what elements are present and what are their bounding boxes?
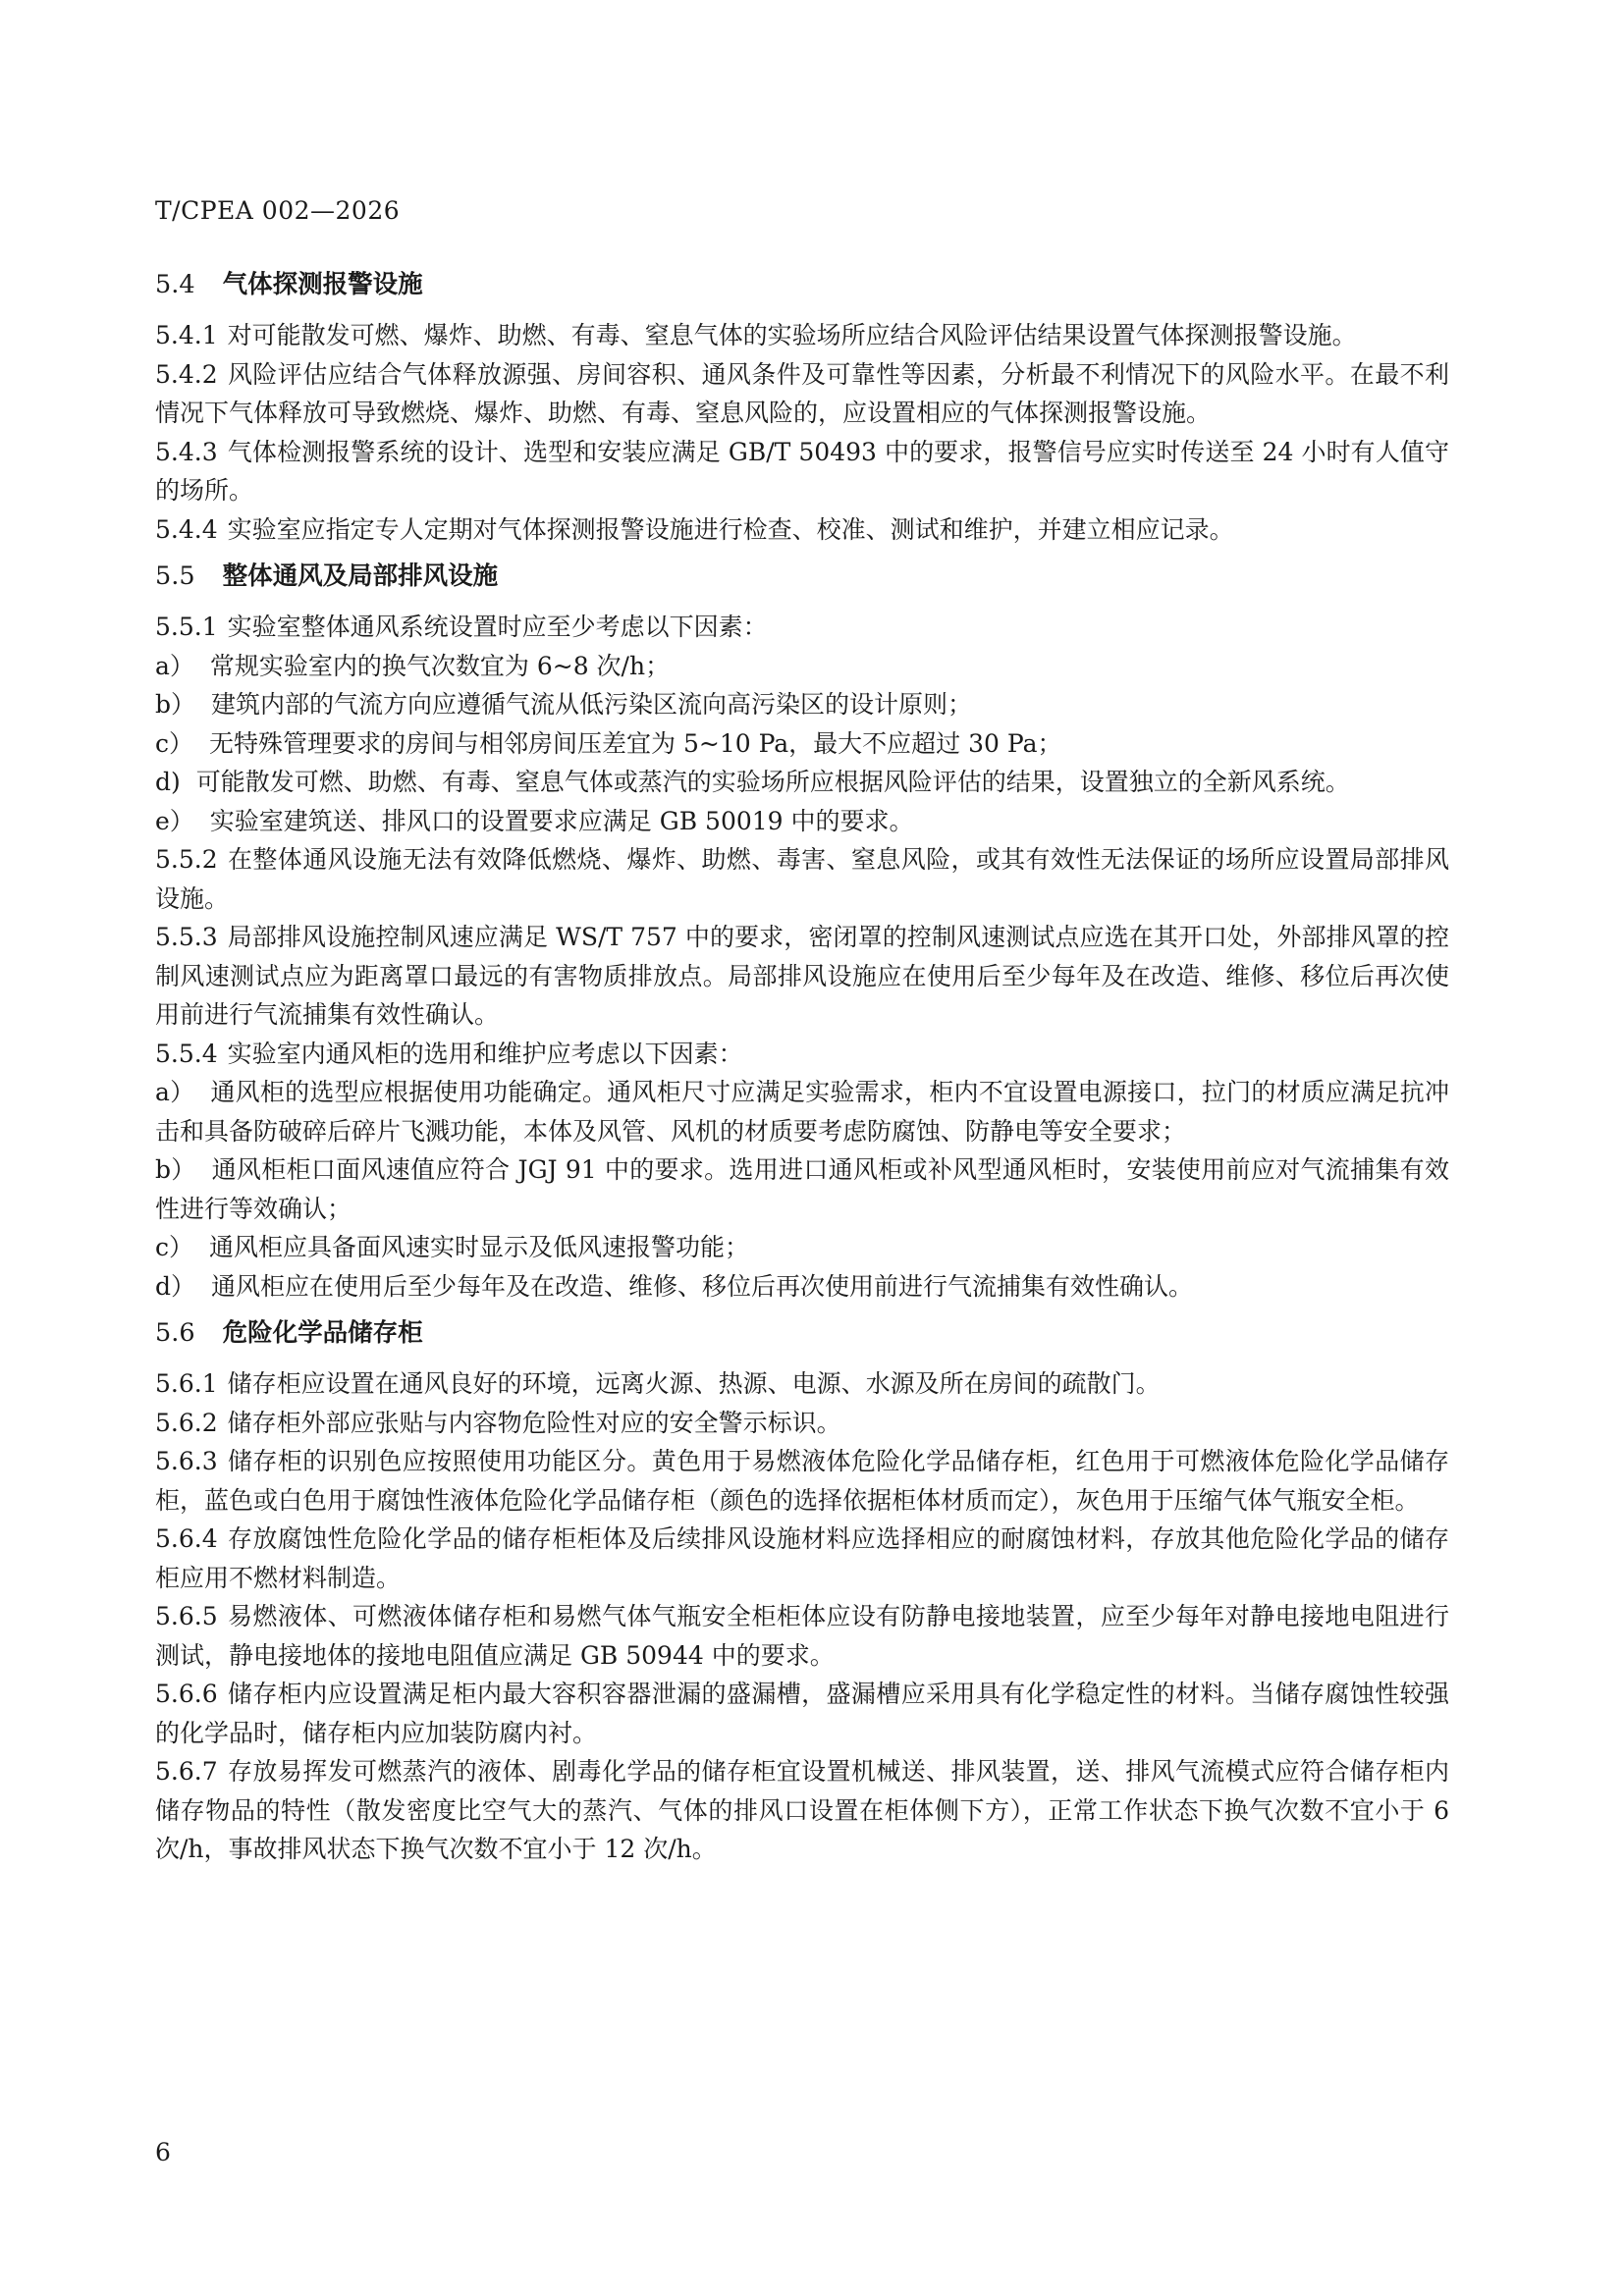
list-item [155,1267,1449,1307]
list-item-text: 通风柜应具备面风速实时显示及低风速报警功能； [209,1233,750,1261]
clause-number: 5.6.5 [155,1602,218,1630]
clause-number: 5.4.4 [155,514,218,544]
clause-number: 5.6.7 [155,1757,218,1786]
clause-number: 5.5.4 [155,1039,218,1068]
clause-text: 实验室内通风柜的选用和维护应考虑以下因素： [227,1039,743,1068]
list-item-text: 建筑内部的气流方向应遵循气流从低污染区流向高污染区的设计原则； [211,690,973,719]
list-item-text: 通风柜应在使用后至少每年及在改造、维修、移位后再次使用前进行气流捕集有效性确认。 [211,1271,1194,1301]
clause-number: 5.5.2 [155,845,218,874]
document-code: T/CPEA 002—2026 [155,196,401,225]
list-item-text: 无特殊管理要求的房间与相邻房间压差宜为 5~10 Pa，最大不应超过 30 Pa； [209,728,1062,758]
clause-number: 5.4.1 [155,321,218,349]
clause-number: 5.6.2 [155,1408,218,1437]
list-marker: b） [155,1155,196,1184]
list-item [155,802,1449,841]
list-item-text: 通风柜柜口面风速值应符合 JGJ 91 中的要求。选用进口通风柜或补风型通风柜时，安装使用前应对气流捕集有效性进行等效确认； [155,1155,1449,1223]
clause-number: 5.6.3 [155,1447,218,1475]
section-title: 危险化学品储存柜 [222,1318,423,1348]
clause-number: 5.4.3 [155,437,218,466]
clause-paragraph [155,355,1449,433]
clause-text: 存放易挥发可燃蒸汽的液体、剧毒化学品的储存柜宜设置机械送、排风装置，送、排风气流模式应符合储存柜内储存物品的特性（散发密度比空气大的蒸汽、气体的排风口设置在柜体侧下方），正常工作状态下换气次数不宜小于 6 次/h，事故排风状态下换气次数不宜小于 12 次/h。 [155,1757,1449,1863]
clause-text: 气体检测报警系统的设计、选型和安装应满足 GB/T 50493 中的要求，报警信号应实时传送至 24 小时有人值守的场所。 [155,437,1449,505]
clause-paragraph [155,1597,1449,1675]
section-heading [155,557,1449,596]
list-item [155,763,1449,802]
list-marker: d) [155,768,181,796]
clause-paragraph [155,608,1449,647]
clause-text: 储存柜应设置在通风良好的环境，远离火源、热源、电源、水源及所在房间的疏散门。 [227,1369,1161,1398]
clause-paragraph [155,1442,1449,1520]
page-number: 6 [155,2138,171,2166]
clause-text: 风险评估应结合气体释放源强、房间容积、通风条件及可靠性等因素，分析最不利情况下的风险水平。在最不利情况下气体释放可导致燃烧、爆炸、助燃、有毒、窒息风险的，应设置相应的气体探测报警设施。 [155,359,1449,427]
clause-paragraph [155,840,1449,918]
list-item-text: 实验室建筑送、排风口的设置要求应满足 GB 50019 中的要求。 [209,806,914,835]
clause-number: 5.5.3 [155,923,218,951]
list-item [155,647,1449,686]
list-marker: b） [155,690,196,719]
clause-paragraph [155,1520,1449,1597]
clause-paragraph [155,1752,1449,1869]
list-item-text: 常规实验室内的换气次数宜为 6~8 次/h； [209,651,671,680]
clause-paragraph [155,1035,1449,1074]
clause-number: 5.6.1 [155,1369,218,1398]
clause-text: 存放腐蚀性危险化学品的储存柜柜体及后续排风设施材料应选择相应的耐腐蚀材料，存放其他危险化学品的储存柜应用不燃材料制造。 [155,1524,1449,1592]
section-title: 整体通风及局部排风设施 [222,561,499,591]
clause-paragraph [155,1675,1449,1752]
clause-text: 储存柜内应设置满足柜内最大容积容器泄漏的盛漏槽，盛漏槽应采用具有化学稳定性的材料。当储存腐蚀性较强的化学品时，储存柜内应加装防腐内衬。 [155,1680,1449,1747]
list-marker: c） [155,728,194,758]
clause-number: 5.4.2 [155,359,218,389]
list-item-text: 通风柜的选型应根据使用功能确定。通风柜尺寸应满足实验需求，柜内不宜设置电源接口，拉门的材质应满足抗冲击和具备防破碎后碎片飞溅功能，本体及风管、风机的材质要考虑防腐蚀、防静电等安全要求； [155,1078,1449,1146]
list-marker: e） [155,806,194,835]
list-marker: d） [155,1271,196,1301]
list-marker: a） [155,651,194,680]
clause-paragraph [155,1364,1449,1404]
clause-paragraph [155,433,1449,510]
clause-text: 实验室整体通风系统设置时应至少考虑以下因素： [227,613,768,641]
section-number: 5.6 [155,1318,195,1348]
clause-text: 在整体通风设施无法有效降低燃烧、爆炸、助燃、毒害、窒息风险，或其有效性无法保证的场所应设置局部排风设施。 [155,845,1449,913]
section-number: 5.5 [155,561,195,591]
clause-paragraph [155,510,1449,550]
list-marker: a） [155,1078,195,1106]
section-heading [155,265,1449,304]
clause-text: 实验室应指定专人定期对气体探测报警设施进行检查、校准、测试和维护，并建立相应记录。 [227,514,1234,544]
clause-text: 易燃液体、可燃液体储存柜和易燃气体气瓶安全柜柜体应设有防静电接地装置，应至少每年对静电接地电阻进行测试，静电接地体的接地电阻值应满足 GB 50944 中的要求。 [155,1602,1449,1670]
clause-number: 5.6.6 [155,1680,218,1708]
clause-number: 5.6.4 [155,1524,218,1553]
clause-paragraph [155,316,1449,355]
list-item [155,1150,1449,1228]
list-item [155,685,1449,724]
clause-text: 局部排风设施控制风速应满足 WS/T 757 中的要求，密闭罩的控制风速测试点应选在其开口处，外部排风罩的控制风速测试点应为距离罩口最远的有害物质排放点。局部排风设施应在使用后至少每年及在改造、维修、移位后再次使用前进行气流捕集有效性确认。 [155,923,1449,1029]
list-item [155,724,1449,764]
list-item-text: 可能散发可燃、助燃、有毒、窒息气体或蒸汽的实验场所应根据风险评估的结果，设置独立的全新风系统。 [195,768,1350,796]
clause-text: 储存柜外部应张贴与内容物危险性对应的安全警示标识。 [227,1408,841,1437]
document-body [155,257,1449,1869]
section-number: 5.4 [155,270,195,299]
clause-number: 5.5.1 [155,613,218,641]
list-marker: c） [155,1233,194,1261]
clause-paragraph [155,918,1449,1035]
list-item [155,1073,1449,1150]
list-item [155,1228,1449,1267]
clause-text: 对可能散发可燃、爆炸、助燃、有毒、窒息气体的实验场所应结合风险评估结果设置气体探测报警设施。 [227,321,1357,349]
section-heading [155,1313,1449,1353]
clause-text: 储存柜的识别色应按照使用功能区分。黄色用于易燃液体危险化学品储存柜，红色用于可燃液体危险化学品储存柜，蓝色或白色用于腐蚀性液体危险化学品储存柜（颜色的选择依据柜体材质而定），灰色用于压缩气体气瓶安全柜。 [155,1447,1449,1515]
clause-paragraph [155,1404,1449,1443]
section-title: 气体探测报警设施 [222,270,423,299]
